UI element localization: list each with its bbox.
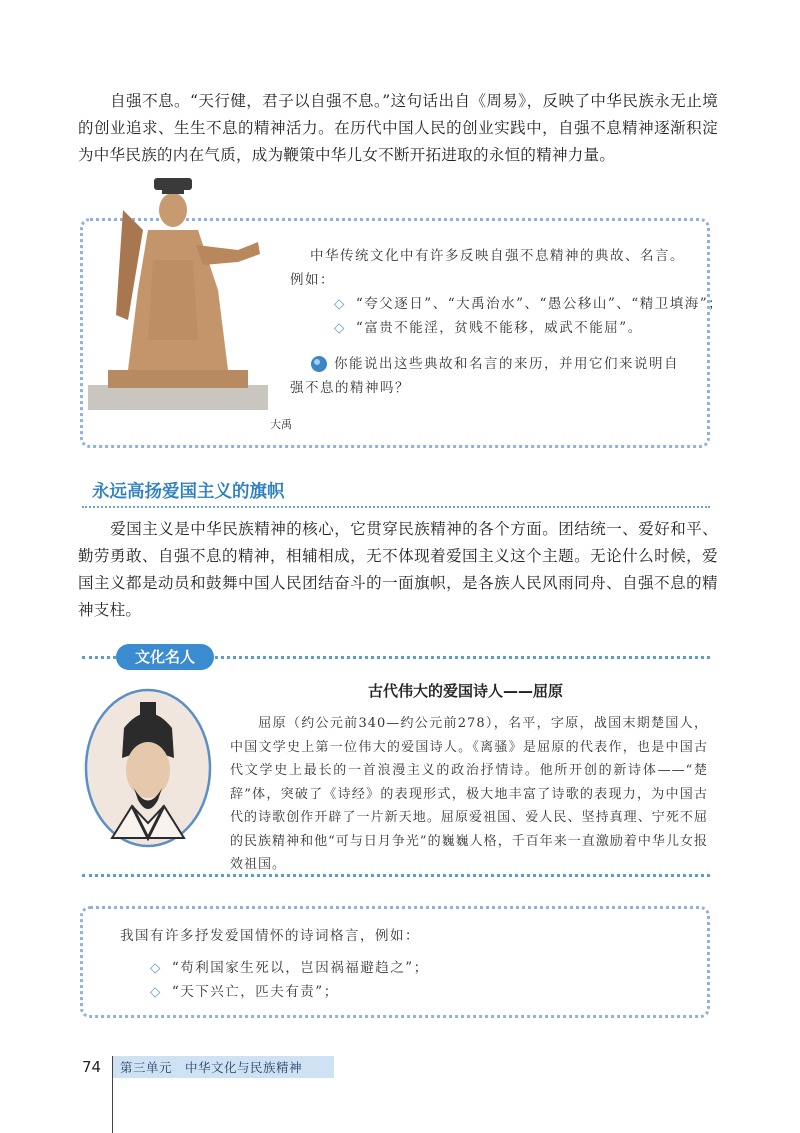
section-underline: [82, 506, 710, 508]
intro-text: 自强不息。“天行健，君子以自强不息。”这句话出自《周易》，反映了中华民族永无止境的创业追求、生生不息的精神活力。在历代中国人民的创业实践中，自强不息精神逐渐积淀为中华民族的内在气质，成为鞭策中华儿女不断开拓进取的永恒的精神力量。: [78, 92, 718, 164]
box2-item-1-text: “苟利国家生死以，岂因祸福避趋之”；: [171, 960, 429, 976]
page-number: 74: [82, 1058, 102, 1076]
box1-item-2-text: “富贵不能淫，贫贱不能移，威武不能屈”。: [355, 320, 643, 336]
celebrity-body-text: 屈原（约公元前340—约公元前278），名平，字原，战国末期楚国人，中国文学史上第一位伟大的爱国诗人。《离骚》是屈原的代表作，也是中国古代文学史上最长的一首浪漫主义的政治抒情诗。他所开创的新诗体——“楚辞”体，突破了《诗经》的表现形式，极大地丰富了诗歌的表现力，为中国古代的诗歌创作开辟了一片新天地。屈原爱祖国、爱人民、坚持真理、宁死不屈的民族精神和他“可与日月争光”的巍巍人格，千百年来一直激励着中华儿女报效祖国。: [230, 716, 708, 872]
intro-paragraph: [78, 88, 718, 169]
celebrity-tag: 文化名人: [116, 644, 214, 670]
box1-item-1: [334, 292, 723, 316]
statue-caption: 大禹: [270, 418, 292, 431]
patriotism-paragraph: [78, 516, 718, 624]
box2-item-1: [150, 956, 429, 980]
box1-item-2: [334, 316, 643, 340]
box2-item-2: [150, 980, 339, 1004]
box2-lead: [120, 924, 420, 948]
box1-lead: [290, 244, 690, 292]
box1-item-1-text: “夸父逐日”、“大禹治水”、“愚公移山”、“精卫填海”；: [355, 296, 724, 312]
dayu-statue-image: [88, 170, 268, 410]
box2-lead-text: 我国有许多抒发爱国情怀的诗词格言，例如：: [120, 928, 420, 944]
box1-question: [290, 352, 690, 400]
box1-question-text: 你能说出这些典故和名言的来历，并用它们来说明自强不息的精神吗？: [290, 356, 679, 396]
box1-lead-text: 中华传统文化中有许多反映自强不息精神的典故、名言。例如：: [290, 248, 685, 288]
quyuan-portrait-image: [84, 688, 212, 848]
diamond-bullet-icon: ◇: [334, 296, 346, 312]
footer-divider: [112, 1056, 113, 1133]
unit-label: 第三单元 中华文化与民族精神: [120, 1060, 303, 1075]
celebrity-title: 古代伟大的爱国诗人——屈原: [368, 682, 564, 700]
celebrity-body: [230, 712, 708, 877]
diamond-bullet-icon: ◇: [150, 960, 162, 976]
diamond-bullet-icon: ◇: [150, 984, 162, 1000]
section-heading: 永远高扬爱国主义的旗帜: [92, 482, 285, 502]
diamond-bullet-icon: ◇: [334, 320, 346, 336]
patriotism-text: 爱国主义是中华民族精神的核心，它贯穿民族精神的各个方面。团结统一、爱好和平、勤劳勇敢、自强不息的精神，相辅相成，无不体现着爱国主义这个主题。无论什么时候，爱国主义都是动员和鼓舞中国人民团结奋斗的一面旗帜，是各族人民风雨同舟、自强不息的精神支柱。: [78, 520, 718, 619]
celebrity-bottom-line: [82, 874, 710, 877]
box2-item-2-text: “天下兴亡，匹夫有责”；: [171, 984, 339, 1000]
